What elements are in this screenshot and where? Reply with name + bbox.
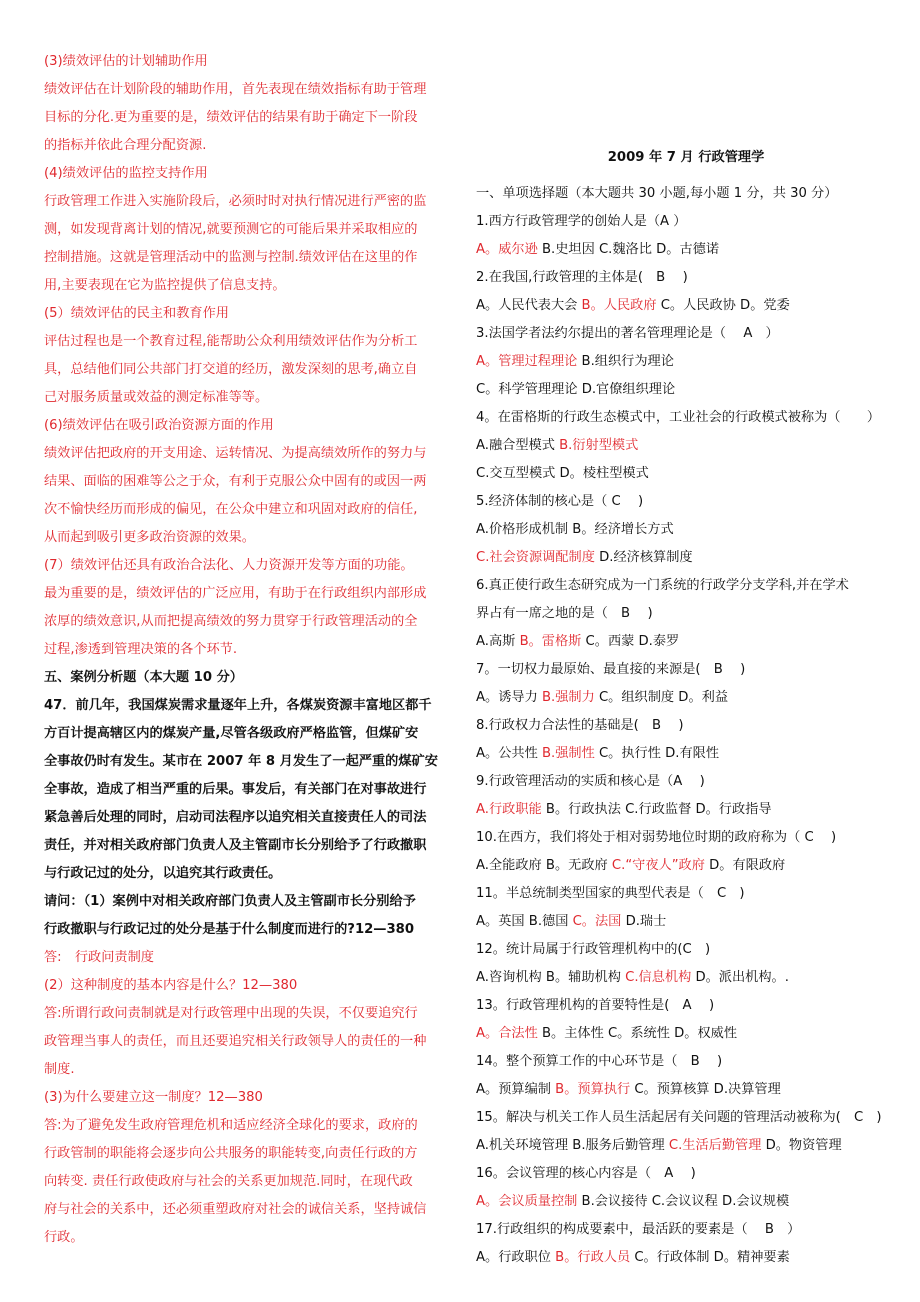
answer-text: A。会议质量控制 xyxy=(476,1194,578,1209)
question-text: A.高斯 xyxy=(476,634,520,649)
left-text-line: 行政管制的职能将会逐步向公共服务的职能转变,向责任行政的方 xyxy=(44,1146,418,1161)
left-text-line: 答:为了避免发生政府管理危机和适应经济全球化的要求，政府的 xyxy=(44,1118,418,1133)
left-text-line: (2）这种制度的基本内容是什么？12—380 xyxy=(44,978,298,993)
left-text-line: (4)绩效评估的监控支持作用 xyxy=(44,166,208,181)
left-text-line: 答:所谓行政问责制就是对行政管理中出现的失误，不仅要追究行 xyxy=(44,1006,418,1021)
question-line xyxy=(476,1076,896,1104)
left-text-line: 全事故仍时有发生。某市在 2007 年 8 月发生了一起严重的煤矿安 xyxy=(44,754,438,769)
question-line xyxy=(476,1244,896,1272)
question-line xyxy=(476,684,896,712)
answer-text: A。管理过程理论 xyxy=(476,354,578,369)
question-line xyxy=(476,796,896,824)
question-text: 7。一切权力最原始、最直接的来源是( B ) xyxy=(476,662,746,677)
question-text: D.瑞士 xyxy=(621,914,667,929)
left-text-line: 政管理当事人的责任，而且还要追究相关行政领导人的责任的一种 xyxy=(44,1034,427,1049)
question-line xyxy=(476,180,896,208)
answer-text: A。合法性 xyxy=(476,1026,538,1041)
left-text-line: 向转变. 责任行政使政府与社会的关系更加规范.同时，在现代政 xyxy=(44,1174,413,1189)
question-line xyxy=(476,852,896,880)
question-text: C。执行性 D.有限性 xyxy=(594,746,720,761)
question-text: A.全能政府 B。无政府 xyxy=(476,858,612,873)
question-text: A.咨询机构 B。辅助机构 xyxy=(476,970,626,985)
left-text-line: 紧急善后处理的同时，启动司法程序以追究相关直接责任人的司法 xyxy=(44,810,427,825)
question-text: D.经济核算制度 xyxy=(594,550,693,565)
left-text-line: 行政。 xyxy=(44,1230,84,1245)
question-text: 4。在雷格斯的行政生态模式中，工业社会的行政模式被称为（ ） xyxy=(476,410,881,425)
question-text: A。预算编制 xyxy=(476,1082,556,1097)
question-line xyxy=(476,1132,896,1160)
answer-text: A.行政职能 xyxy=(476,802,542,817)
question-text: B。主体性 C。系统性 D。权威性 xyxy=(537,1026,738,1041)
question-line xyxy=(476,572,896,600)
question-line xyxy=(476,1216,896,1244)
answer-text: C.信息机构 xyxy=(625,970,692,985)
question-text: 13。行政管理机构的首要特性是( A ) xyxy=(476,998,715,1013)
left-text-line: 与行政记过的处分，以追究其行政责任。 xyxy=(44,866,282,881)
question-line xyxy=(476,516,896,544)
left-text-line: 府与社会的关系中，还必须重塑政府对社会的诚信关系，坚持诚信 xyxy=(44,1202,427,1217)
question-line xyxy=(476,432,896,460)
left-text-line: 请问：（1）案例中对相关政府部门负责人及主管副市长分别给予 xyxy=(44,894,416,909)
question-text: A。诱导力 xyxy=(476,690,542,705)
left-text-line: 从而起到吸引更多政治资源的效果。 xyxy=(44,530,255,545)
question-line xyxy=(476,292,896,320)
left-text-line: 评估过程也是一个教育过程,能帮助公众利用绩效评估作为分析工 xyxy=(44,334,418,349)
question-text: 一、单项选择题（本大题共 30 小题,每小题 1 分，共 30 分） xyxy=(476,186,838,201)
question-line xyxy=(476,488,896,516)
left-text-line: 具，总结他们同公共部门打交道的经历，激发深刻的思考,确立自 xyxy=(44,362,418,377)
question-text: B.史坦因 C.魏洛比 D。古德诺 xyxy=(537,242,720,257)
question-text: 16。会议管理的核心内容是（ A ) xyxy=(476,1166,696,1181)
answer-text: A。威尔逊 xyxy=(476,242,538,257)
question-line xyxy=(476,376,896,404)
answer-text: B。行政人员 xyxy=(555,1250,631,1265)
question-text: 17.行政组织的构成要素中，最活跃的要素是（ B ） xyxy=(476,1222,801,1237)
question-text: A。英国 B.德国 xyxy=(476,914,573,929)
left-text-line: 绩效评估在计划阶段的辅助作用，首先表现在绩效指标有助于管理 xyxy=(44,82,427,97)
right-column xyxy=(476,144,896,1272)
question-line xyxy=(476,740,896,768)
question-text: A.融合型模式 xyxy=(476,438,560,453)
question-line xyxy=(476,628,896,656)
left-text-line: (3)为什么要建立这一制度？12—380 xyxy=(44,1090,263,1105)
left-column xyxy=(44,48,446,1252)
left-text-line: 方百计提高辖区内的煤炭产量,尽管各级政府严格监管，但煤矿安 xyxy=(44,726,419,741)
left-text-line: 目标的分化.更为重要的是，绩效评估的结果有助于确定下一阶段 xyxy=(44,110,418,125)
left-text-line: 责任，并对相关政府部门负责人及主管副市长分别给予了行政撤职 xyxy=(44,838,427,853)
answer-text: B.强制性 xyxy=(541,746,595,761)
left-text-line: 47．前几年，我国煤炭需求量逐年上升，各煤炭资源丰富地区都千 xyxy=(44,698,432,713)
question-text: D。有限政府 xyxy=(704,858,786,873)
left-text-line: 结果、面临的困难等公之于众，有利于克服公众中固有的或因一两 xyxy=(44,474,427,489)
question-text: 3.法国学者法约尔提出的著名管理理论是（ A ） xyxy=(476,326,779,341)
question-text: 10.在西方，我们将处于相对弱势地位时期的政府称为（ C ) xyxy=(476,830,837,845)
left-text-line: 次不愉快经历而形成的偏见，在公众中建立和巩固对政府的信任, xyxy=(44,502,418,517)
question-text: 15。解决与机关工作人员生活起居有关问题的管理活动被称为( C ) xyxy=(476,1110,882,1125)
left-text-line: (6)绩效评估在吸引政治资源方面的作用 xyxy=(44,418,274,433)
question-line xyxy=(476,236,896,264)
answer-text: B。预算执行 xyxy=(555,1082,631,1097)
left-text-line: 控制措施。这就是管理活动中的监测与控制.绩效评估在这里的作 xyxy=(44,250,418,265)
left-text-line: 全事故，造成了相当严重的后果。事发后，有关部门在对事故进行 xyxy=(44,782,427,797)
left-text-line: 浓厚的绩效意识,从而把提高绩效的努力贯穿于行政管理活动的全 xyxy=(44,614,418,629)
left-text-line: 用,主要表现在它为监控提供了信息支持。 xyxy=(44,278,286,293)
question-line xyxy=(476,600,896,628)
left-text-line: (3)绩效评估的计划辅助作用 xyxy=(44,54,208,69)
question-line xyxy=(476,1020,896,1048)
question-text: C。组织制度 D。利益 xyxy=(594,690,729,705)
question-line xyxy=(476,348,896,376)
question-line xyxy=(476,208,896,236)
question-text: 14。整个预算工作的中心环节是（ B ) xyxy=(476,1054,723,1069)
question-line xyxy=(476,824,896,852)
question-text: 界占有一席之地的是（ B ) xyxy=(476,606,653,621)
answer-text: C.生活后勤管理 xyxy=(668,1138,762,1153)
question-text: A.机关环境管理 B.服务后勤管理 xyxy=(476,1138,669,1153)
left-text-line: (5）绩效评估的民主和教育作用 xyxy=(44,306,229,321)
question-line xyxy=(476,992,896,1020)
answer-text: B.衍射型模式 xyxy=(559,438,639,453)
question-text: 6.真正使行政生态研究成为一门系统的行政学分支学科,并在学术 xyxy=(476,578,849,593)
question-line xyxy=(476,264,896,292)
question-line xyxy=(476,1104,896,1132)
question-list xyxy=(476,180,896,1272)
question-text: C。人民政协 D。党委 xyxy=(656,298,790,313)
question-text: 12。统计局属于行政管理机构中的(C ) xyxy=(476,942,711,957)
left-text-line: 制度. xyxy=(44,1062,75,1077)
question-line xyxy=(476,964,896,992)
left-text-line: 行政管理工作进入实施阶段后，必须时时对执行情况进行严密的监 xyxy=(44,194,427,209)
question-text: D。物资管理 xyxy=(761,1138,842,1153)
answer-text: B。人民政府 xyxy=(581,298,657,313)
answer-text: B。雷格斯 xyxy=(519,634,582,649)
question-line xyxy=(476,936,896,964)
question-text: 1.西方行政管理学的创始人是（A ） xyxy=(476,214,687,229)
question-text: B。行政执法 C.行政监督 D。行政指导 xyxy=(541,802,772,817)
left-text-line: 绩效评估把政府的开支用途、运转情况、为提高绩效所作的努力与 xyxy=(44,446,427,461)
question-text: C。西蒙 D.泰罗 xyxy=(581,634,680,649)
answer-text: C。法国 xyxy=(572,914,622,929)
exam-title: 2009 年 7 月 行政管理学 xyxy=(607,150,765,165)
question-text: A.价格形成机制 B。经济增长方式 xyxy=(476,522,674,537)
question-text: A。公共性 xyxy=(476,746,542,761)
question-text: 2.在我国,行政管理的主体是( B ) xyxy=(476,270,688,285)
answer-text: C.“守夜人”政府 xyxy=(611,858,705,873)
question-text: 11。半总统制类型国家的典型代表是（ C ) xyxy=(476,886,745,901)
question-text: B.会议接待 C.会议议程 D.会议规模 xyxy=(577,1194,790,1209)
question-line xyxy=(476,404,896,432)
question-line xyxy=(476,1188,896,1216)
question-text: A。行政职位 xyxy=(476,1250,556,1265)
question-line xyxy=(476,908,896,936)
question-line xyxy=(476,320,896,348)
question-text: C.交互型模式 D。棱柱型模式 xyxy=(476,466,649,481)
left-text-line: 最为重要的是，绩效评估的广泛应用，有助于在行政组织内部形成 xyxy=(44,586,427,601)
question-text: A。人民代表大会 xyxy=(476,298,582,313)
question-line xyxy=(476,712,896,740)
question-text: 8.行政权力合法性的基础是( B ) xyxy=(476,718,684,733)
left-text-line: 答: 行政问责制度 xyxy=(44,950,154,965)
left-text-line: (7）绩效评估还具有政治合法化、人力资源开发等方面的功能。 xyxy=(44,558,414,573)
question-text: 9.行政管理活动的实质和核心是（A ) xyxy=(476,774,705,789)
left-text-line: 的指标并依此合理分配资源. xyxy=(44,138,207,153)
question-text: C。预算核算 D.决算管理 xyxy=(630,1082,781,1097)
question-text: C。行政体制 D。精神要素 xyxy=(630,1250,790,1265)
left-text-line: 测，如发现背离计划的情况,就要预测它的可能后果并采取相应的 xyxy=(44,222,418,237)
question-text: C。科学管理理论 D.官僚组织理论 xyxy=(476,382,676,397)
question-line xyxy=(476,768,896,796)
left-text-line: 过程,渗透到管理决策的各个环节. xyxy=(44,642,238,657)
question-line xyxy=(476,460,896,488)
answer-text: B.强制力 xyxy=(541,690,595,705)
left-text-line: 五、案例分析题（本大题 10 分） xyxy=(44,670,243,685)
answer-text: C.社会资源调配制度 xyxy=(476,550,595,565)
left-text-line: 行政撤职与行政记过的处分是基于什么制度而进行的?12—380 xyxy=(44,922,415,937)
question-line xyxy=(476,544,896,572)
question-text: D。派出机构。. xyxy=(691,970,789,985)
question-text: B.组织行为理论 xyxy=(577,354,674,369)
question-line xyxy=(476,1160,896,1188)
question-line xyxy=(476,656,896,684)
left-text-line: 己对服务质量或效益的测定标准等等。 xyxy=(44,390,269,405)
question-line xyxy=(476,880,896,908)
question-line xyxy=(476,1048,896,1076)
question-text: 5.经济体制的核心是（ C ) xyxy=(476,494,644,509)
